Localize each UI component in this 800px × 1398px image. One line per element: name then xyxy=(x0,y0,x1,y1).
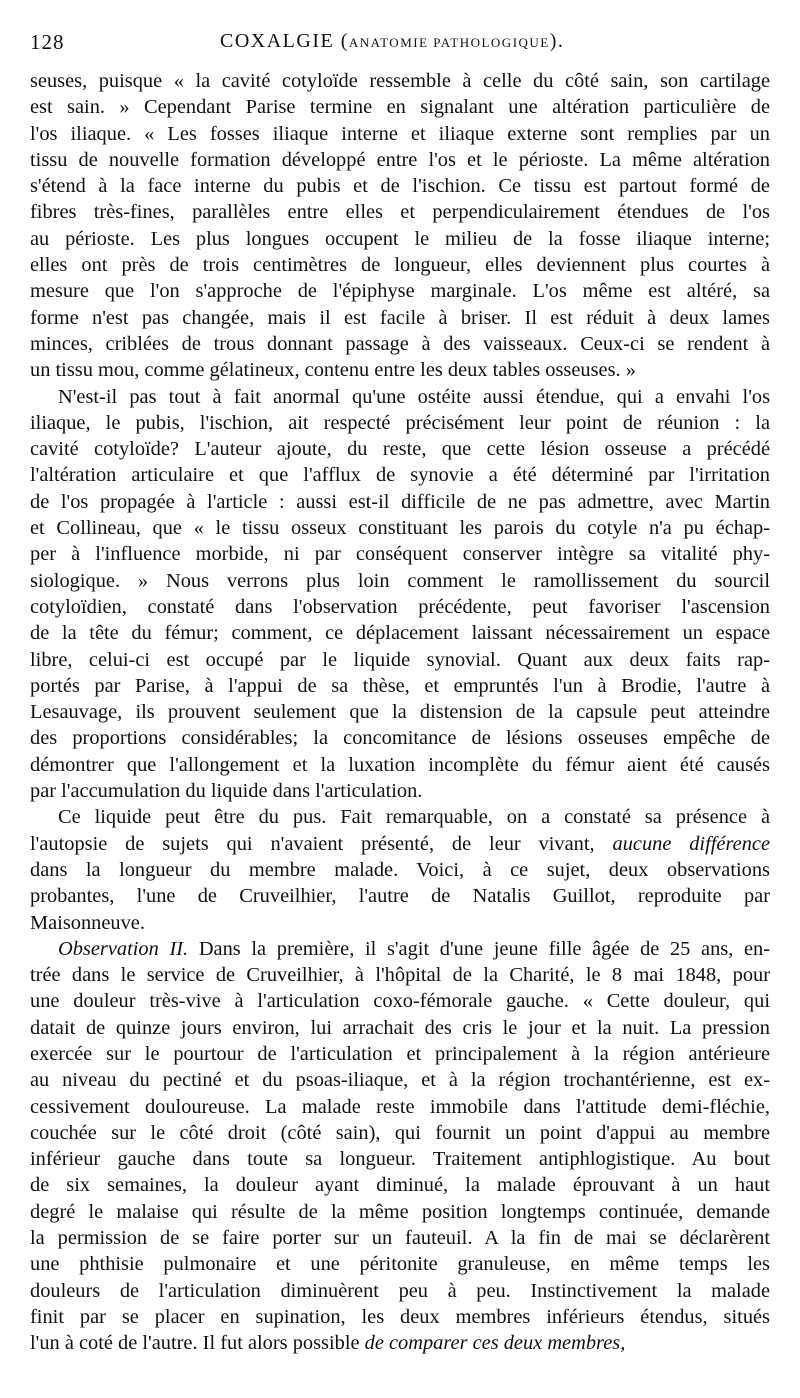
text-line: datait de quinze jours environ, lui arrachait des cris le jour et la nuit. La pression xyxy=(30,1016,770,1039)
running-title-main: COXALGIE ( xyxy=(220,30,349,52)
text-line: cotyloïdien, constaté dans l'observation précédente, peut favoriser l'ascension xyxy=(30,595,770,618)
text-line: des proportions considérables; la concomitance de lésions osseuses empêche de xyxy=(30,727,770,750)
text-line: douleurs de l'articulation diminuèrent peu à peu. Instinctivement la malade xyxy=(30,1279,770,1302)
text-line: fibres très-fines, parallèles entre elles et perpendiculairement étendues de l'os xyxy=(30,201,770,224)
text-line: libre, celui-ci est occupé par le liquide synovial. Quant aux deux faits rap- xyxy=(30,648,770,671)
paragraph xyxy=(30,936,770,1357)
text-line: forme n'est pas changée, mais il est facile à briser. Il est réduit à deux lames xyxy=(30,306,770,329)
text-line: couchée sur le côté droit (côté sain), qui fournit un point d'appui au membre xyxy=(30,1121,770,1144)
text-line: exercée sur le pourtour de l'articulation et principalement à la région antérieure xyxy=(30,1042,770,1065)
text-line: minces, criblées de trous donnant passage à des vaisseaux. Ceux-ci se rendent à xyxy=(30,332,770,355)
running-title-section: ANATOMIE PATHOLOGIQUE xyxy=(348,35,550,50)
emphasis: Observation II. xyxy=(58,937,189,960)
text-line: cavité cotyloïde? L'auteur ajoute, du reste, que cette lésion osseuse a précédé xyxy=(30,438,770,461)
text-line: au niveau du pectiné et du psoas-iliaque, et à la région trochantérienne, est ex- xyxy=(30,1069,770,1092)
paragraph xyxy=(30,68,770,384)
text-line: portés par Parise, à l'appui de sa thèse, et empruntés l'un à Brodie, l'autre à xyxy=(30,674,770,697)
text-line: probantes, l'une de Cruveilhier, l'autre de Natalis Guillot, reproduite par xyxy=(30,885,770,908)
book-page xyxy=(30,28,770,1357)
text-line: tissu de nouvelle formation développé entre l'os et le périoste. La même altération xyxy=(30,148,770,171)
text-line: Lesauvage, ils prouvent seulement que la distension de la capsule peut atteindre xyxy=(30,701,770,724)
text-line: per à l'influence morbide, ni par conséquent conserver intègre sa vitalité phy- xyxy=(30,543,770,566)
text-line: par l'accumulation du liquide dans l'articulation. xyxy=(30,780,423,803)
text-line: l'os iliaque. « Les fosses iliaque interne et iliaque externe sont remplies par un xyxy=(30,122,770,145)
text-line: Maisonneuve. xyxy=(30,911,145,934)
text-line: de la tête du fémur; comment, ce déplacement laissant nécessairement un espace xyxy=(30,622,770,645)
text-line: l'altération articulaire et que l'afflux de synovie a été déterminé par l'irritation xyxy=(30,464,770,487)
text-line: degré le malaise qui résulte de la même position longtemps continuée, demande xyxy=(30,1200,770,1223)
text-line: démontrer que l'allongement et la luxation incomplète du fémur aient été causés xyxy=(30,753,770,776)
running-title xyxy=(220,30,564,53)
text-line: iliaque, le pubis, l'ischion, ait respecté précisément leur point de réunion : la xyxy=(30,411,770,434)
text-line: un tissu mou, comme gélatineux, contenu entre les deux tables osseuses. » xyxy=(30,359,636,382)
text-line: de six semaines, la douleur ayant diminué, la malade éprouvant à un haut xyxy=(30,1174,770,1197)
text-line: l'un à coté de l'autre. Il fut alors possible de comparer ces deux membres, xyxy=(30,1332,626,1355)
text-line: finit par se placer en supination, les deux membres inférieurs étendus, situés xyxy=(30,1305,770,1328)
text-line: Ce liquide peut être du pus. Fait remarquable, on a constaté sa présence à xyxy=(58,806,770,829)
text-line: siologique. » Nous verrons plus loin comment le ramollissement du sourcil xyxy=(30,569,770,592)
emphasis: de comparer ces deux membres, xyxy=(364,1332,626,1355)
text-line: s'étend à la face interne du pubis et de l'ischion. Ce tissu est partout formé de xyxy=(30,175,770,198)
text-line: inférieur gauche dans toute sa longueur. Traitement antiphlogistique. Au bout xyxy=(30,1148,770,1171)
text-line: seuses, puisque « la cavité cotyloïde ressemble à celle du côté sain, son cartilage xyxy=(30,70,770,92)
running-title-end: ). xyxy=(549,30,565,52)
text-line: cessivement douloureuse. La malade reste immobile dans l'attitude demi-fléchie, xyxy=(30,1095,770,1118)
text-line: N'est-il pas tout à fait anormal qu'une ostéite aussi étendue, qui a envahi l'os xyxy=(58,385,770,408)
text-line: mesure que l'on s'approche de l'épiphyse marginale. L'os même est altéré, sa xyxy=(30,280,770,303)
text-line: elles ont près de trois centimètres de longueur, elles deviennent plus courtes à xyxy=(30,254,770,277)
body-text xyxy=(30,68,770,1357)
text-line: est sain. » Cependant Parise termine en signalant une altération particulière de xyxy=(30,96,770,119)
text-line: l'autopsie de sujets qui n'avaient présenté, de leur vivant, aucune différence xyxy=(30,832,770,855)
emphasis: aucune différence xyxy=(612,832,770,855)
text-line: une douleur très-vive à l'articulation coxo-fémorale gauche. « Cette douleur, qui xyxy=(30,990,770,1013)
text-line: au périoste. Les plus longues occupent le milieu de la fosse iliaque interne; xyxy=(30,227,770,250)
text-line: Observation II. Dans la première, il s'agit d'une jeune fille âgée de 25 ans, en- xyxy=(58,937,770,960)
page-number: 128 xyxy=(30,30,65,54)
text-line: et Collineau, que « le tissu osseux constituant les parois du cotyle n'a pu échap- xyxy=(30,517,770,540)
paragraph xyxy=(30,384,770,805)
text-line: la permission de se faire porter sur un fauteuil. A la fin de mai se déclarèrent xyxy=(30,1227,770,1250)
text-line: dans la longueur du membre malade. Voici, à ce sujet, deux observations xyxy=(30,858,770,881)
running-head xyxy=(30,28,770,68)
text-line: de l'os propagée à l'article : aussi est-il difficile de ne pas admettre, avec Martin xyxy=(30,490,770,513)
text-line: une phthisie pulmonaire et une péritonite granuleuse, en même temps les xyxy=(30,1253,770,1276)
paragraph xyxy=(30,804,770,935)
text-line: trée dans le service de Cruveilhier, à l'hôpital de la Charité, le 8 mai 1848, pour xyxy=(30,964,770,987)
